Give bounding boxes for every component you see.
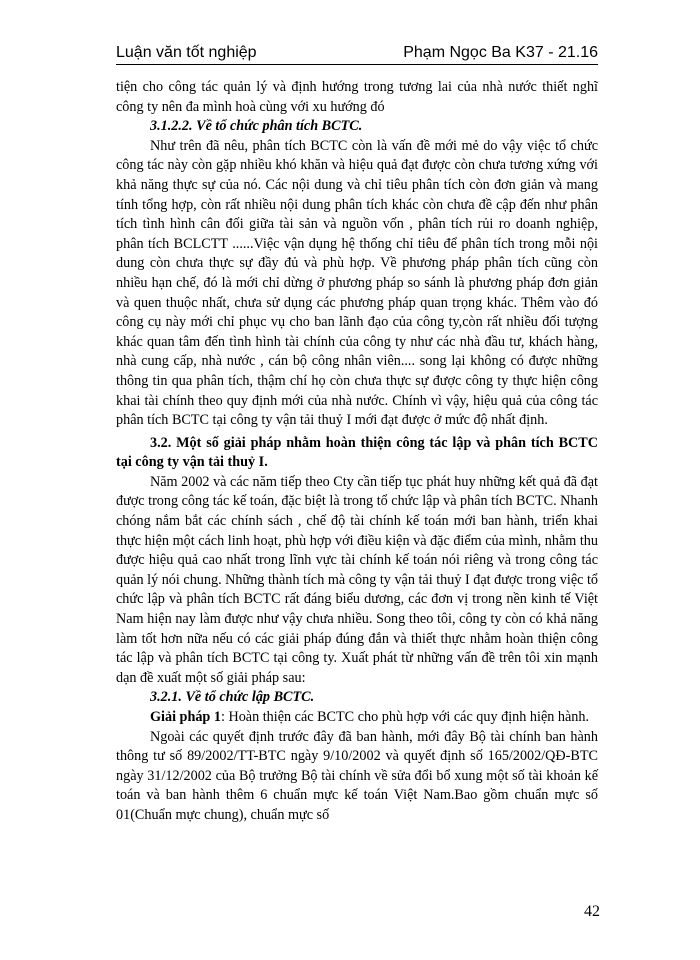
- header-author: Phạm Ngọc Ba K37 - 21.16: [403, 44, 598, 61]
- page-header: [116, 40, 598, 65]
- paragraph-solutions-intro: Năm 2002 và các năm tiếp theo Cty cần tiếp tục phát huy những kết quả đã đạt được trong công tác kế toán, đặc biệt là trong tổ chức lập và phân tích BCTC. Nhanh chóng nắm bắt các chính sách , chế độ tài chính kế toán mới ban hành, triển khai thực hiện một cách linh hoạt, phù hợp với điều kiện và đặc điểm của mình, nhằm thu được hiệu quả cao nhất trong lĩnh vực tài chính kế toán nói riêng và trong công tác quản lý nói chung. Những thành tích mà công ty vận tải thuỷ I đạt được trong việc tổ chức lập và phân tích BCTC rất đáng biểu dương, các đơn vị trong nền kinh tế Việt Nam hiện nay làm được như vậy chưa nhiều. Song theo tôi, công ty còn có khả năng làm tốt hơn nữa nếu có các giải pháp đúng đắn và thiết thực nhằm hoàn thiện công tác lập và phân tích BCTC tại công ty. Xuất phát từ những vấn đề trên tôi xin mạnh dạn đề xuất một số giải pháp sau:: [116, 473, 598, 686]
- paragraph-continuation: tiện cho công tác quản lý và định hướng trong tương lai của nhà nước thiết nghĩ công ty nên đa mình hoà cùng với xu hướng đó: [116, 79, 598, 115]
- section-heading-3-2: 3.2. Một số giải pháp nhằm hoàn thiện công tác lập và phân tích BCTC tại công ty vận tải thuỷ I.: [116, 434, 598, 471]
- page-number: 42: [584, 903, 600, 920]
- section-heading-3-1-2-2: 3.1.2.2. Về tổ chức phân tích BCTC.: [150, 118, 363, 135]
- paragraph-solution-1: [116, 708, 598, 728]
- solution-1-text: : Hoàn thiện các BCTC cho phù hợp với các quy định hiện hành.: [220, 709, 590, 725]
- solution-1-label: Giải pháp 1: [150, 709, 221, 725]
- header-title: Luận văn tốt nghiệp: [116, 44, 257, 61]
- page-body: [116, 78, 598, 826]
- paragraph-analysis-status: Như trên đã nêu, phân tích BCTC còn là vấn đề mới mẻ do vậy việc tổ chức công tác này còn gặp nhiều khó khăn và hiệu quả đạt được còn chưa tương xứng với khả năng thực sự của nó. Các nội dung và chỉ tiêu phân tích còn đơn giản và mang tính tổng hợp, còn rất nhiều nội dung phân tích khác còn chưa đề cập đến như phân tích tình hình cân đối giữa tài sản và nguồn vốn , phân tích rủi ro doanh nghiệp, phân tích BCLCTT ......Việc vận dụng hệ thống chỉ tiêu để phân tích trong mỗi nội dung còn chưa thực sự đầy đủ và phù hợp. Về phương pháp phân tích cũng còn nhiều hạn chế, đó là mới chỉ dừng ở phương pháp so sánh là phương pháp đơn giản và quen thuộc nhất, chưa sử dụng các phương pháp quan trọng khác. Thêm vào đó công cụ này mới chỉ phục vụ cho ban lãnh đạo của công ty,còn rất nhiều đối tượng khác quan tâm đến tình hình tài chính của công ty như các nhà đầu tư, khách hàng, nhà cung cấp, nhà nước , cán bộ công nhân viên.... song lại không có được những thông tin qua phân tích, thậm chí họ còn chưa thực sự được công ty thực hiện công khai tài chính theo quy định mới của nhà nước. Chính vì vậy, hiệu quả của công tác phân tích BCTC tại công ty vận tải thuỷ I mới đạt được ở mức độ nhất định.: [116, 137, 598, 429]
- section-heading-3-2-1: 3.2.1. Về tổ chức lập BCTC.: [150, 689, 315, 706]
- paragraph-regulations: Ngoài các quyết định trước đây đã ban hành, mới đây Bộ tài chính ban hành thông tư số 89/2002/TT-BTC ngày 9/10/2002 và quyết định số 165/2002/QĐ-BTC ngày 31/12/2002 của Bộ trưởng Bộ tài chính về sửa đổi bổ xung một số tài khoản kế toán và ban hành thêm 6 chuẩn mực kế toán Việt Nam.Bao gồm chuẩn mực số 01(Chuẩn mực chung), chuẩn mực số: [116, 728, 598, 823]
